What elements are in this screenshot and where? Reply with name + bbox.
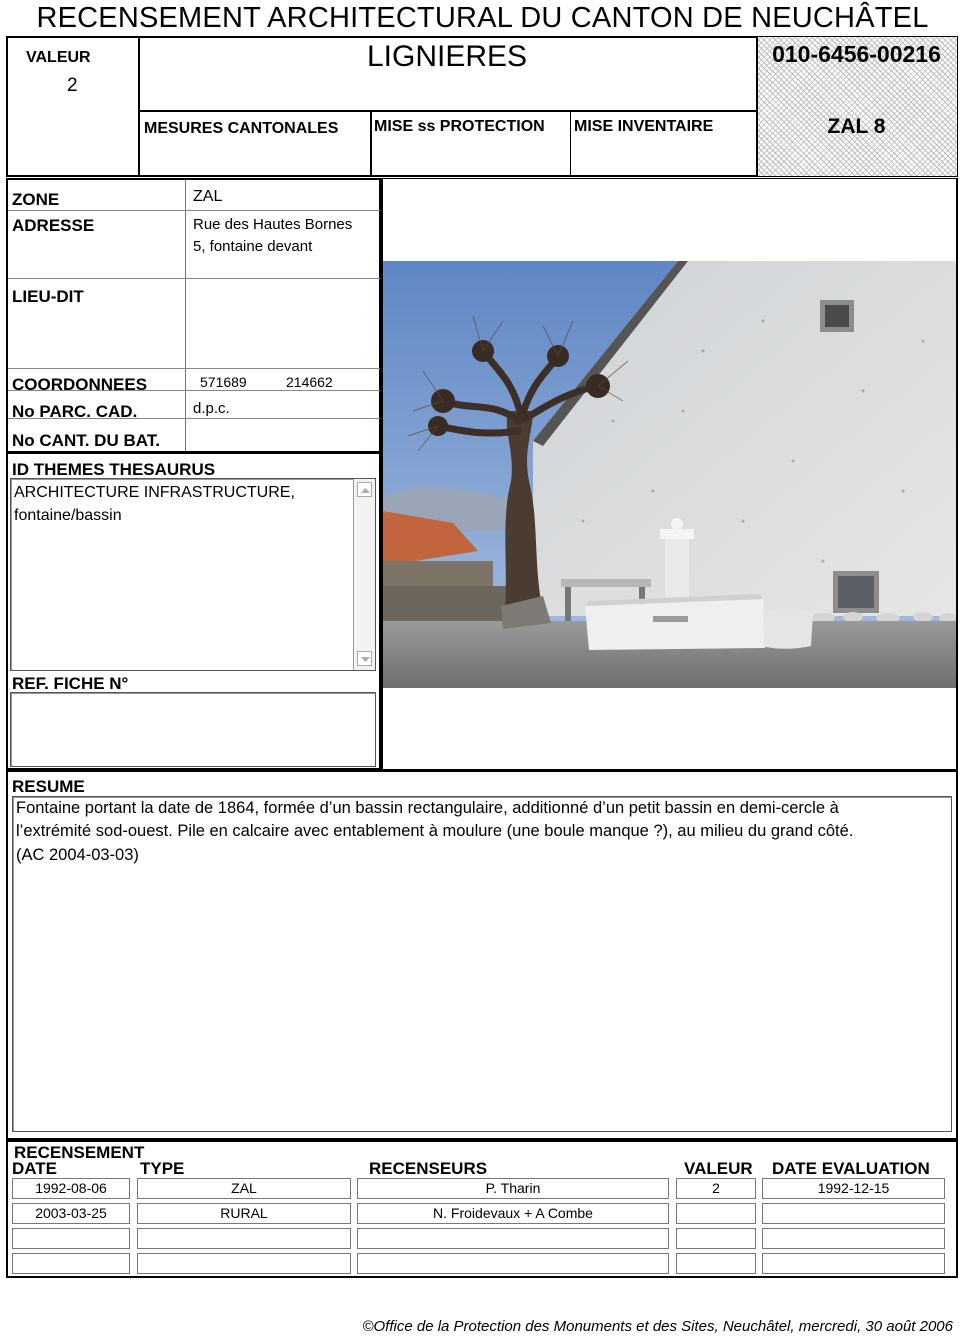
thesaurus-top-line xyxy=(8,451,380,454)
valeur-label: VALEUR xyxy=(26,49,91,66)
coord-y: 214662 xyxy=(286,374,333,390)
footer-copyright: ©Office de la Protection des Monuments et des Sites, Neuchâtel, mercredi, 30 août 2006 xyxy=(362,1318,953,1335)
table-cell: N. Froidevaux + A Combe xyxy=(357,1203,669,1224)
header-mid-line xyxy=(140,110,756,112)
table-cell: 1992-08-06 xyxy=(12,1178,130,1199)
table-cell xyxy=(762,1253,945,1274)
table-cell xyxy=(137,1253,351,1274)
fields-col-divider xyxy=(185,179,186,452)
mesures-divider-2 xyxy=(570,111,571,176)
zone-label: ZONE xyxy=(12,190,60,209)
thesaurus-line1: ARCHITECTURE INFRASTRUCTURE, xyxy=(14,484,295,501)
table-cell xyxy=(676,1253,756,1274)
fountain-photo xyxy=(383,261,956,688)
adresse-line1: Rue des Hautes Bornes xyxy=(193,216,353,233)
col-header-recenseurs: RECENSEURS xyxy=(369,1159,488,1178)
table-cell: RURAL xyxy=(137,1203,351,1224)
ref-fiche-field[interactable] xyxy=(10,692,376,767)
col-header-type: TYPE xyxy=(140,1159,185,1178)
thesaurus-scrollbar[interactable] xyxy=(353,479,375,670)
fountain-photo-svg xyxy=(383,261,956,688)
ref-fiche-label: REF. FICHE N° xyxy=(12,674,129,693)
resume-line1: Fontaine portant la date de 1864, formée d’un bassin rectangulaire, additionné d’un petit bassin en demi-cercle à xyxy=(16,799,839,817)
mesures-divider-1 xyxy=(370,111,372,176)
thesaurus-label: ID THEMES THESAURUS xyxy=(12,460,216,479)
table-cell xyxy=(357,1253,669,1274)
table-cell xyxy=(357,1228,669,1249)
mesures-cantonales-label: MESURES CANTONALES xyxy=(144,120,339,137)
adresse-line2: 5, fontaine devant xyxy=(193,238,313,255)
scroll-down-arrow-icon[interactable] xyxy=(357,651,372,666)
row-line-3 xyxy=(8,368,380,369)
zone-value: ZAL xyxy=(193,188,223,205)
coord-x: 571689 xyxy=(200,374,247,390)
col-header-date-evaluation: DATE EVALUATION xyxy=(772,1159,930,1178)
commune-name: LIGNIERES xyxy=(366,40,528,73)
resume-textbox[interactable] xyxy=(12,796,952,1132)
row-line-1 xyxy=(8,210,380,211)
table-cell xyxy=(676,1203,756,1224)
resume-label: RESUME xyxy=(12,777,85,796)
table-cell: 2 xyxy=(676,1178,756,1199)
table-cell xyxy=(12,1253,130,1274)
row-line-2 xyxy=(8,278,380,279)
parc-value: d.p.c. xyxy=(193,400,230,417)
recensement-label: RECENSEMENT xyxy=(14,1143,145,1162)
table-cell: 1992-12-15 xyxy=(762,1178,945,1199)
scroll-up-arrow-icon[interactable] xyxy=(357,482,372,497)
table-cell xyxy=(676,1228,756,1249)
resume-line2: l’extrémité sod-ouest. Pile en calcaire avec entablement à moulure (une boule manque ?), au milieu du grand côté. xyxy=(16,822,854,840)
cant-label: No CANT. DU BAT. xyxy=(12,431,160,450)
adresse-label: ADRESSE xyxy=(12,216,95,235)
thesaurus-textbox[interactable] xyxy=(10,478,376,671)
mise-protection-label: MISE ss PROTECTION xyxy=(374,118,545,135)
table-cell xyxy=(137,1228,351,1249)
col-header-date: DATE xyxy=(12,1159,58,1178)
mise-inventaire-label: MISE INVENTAIRE xyxy=(574,118,714,135)
table-cell: P. Tharin xyxy=(357,1178,669,1199)
col-header-valeur: VALEUR xyxy=(684,1159,753,1178)
table-cell xyxy=(12,1228,130,1249)
parc-label: No PARC. CAD. xyxy=(12,402,138,421)
valeur-value: 2 xyxy=(67,75,78,96)
table-cell: ZAL xyxy=(137,1178,351,1199)
zone-code: ZAL 8 xyxy=(827,115,886,138)
thesaurus-line2: fontaine/bassin xyxy=(14,507,122,524)
table-cell xyxy=(762,1228,945,1249)
table-cell xyxy=(762,1203,945,1224)
table-cell: 2003-03-25 xyxy=(12,1203,130,1224)
coordonnees-label: COORDONNEES xyxy=(12,375,148,391)
lieu-dit-label: LIEU-DIT xyxy=(12,287,84,306)
resume-line3: (AC 2004-03-03) xyxy=(16,846,139,864)
page-title: RECENSEMENT ARCHITECTURAL DU CANTON DE NEUCHÂTEL xyxy=(36,2,929,34)
record-code: 010-6456-00216 xyxy=(772,41,941,67)
